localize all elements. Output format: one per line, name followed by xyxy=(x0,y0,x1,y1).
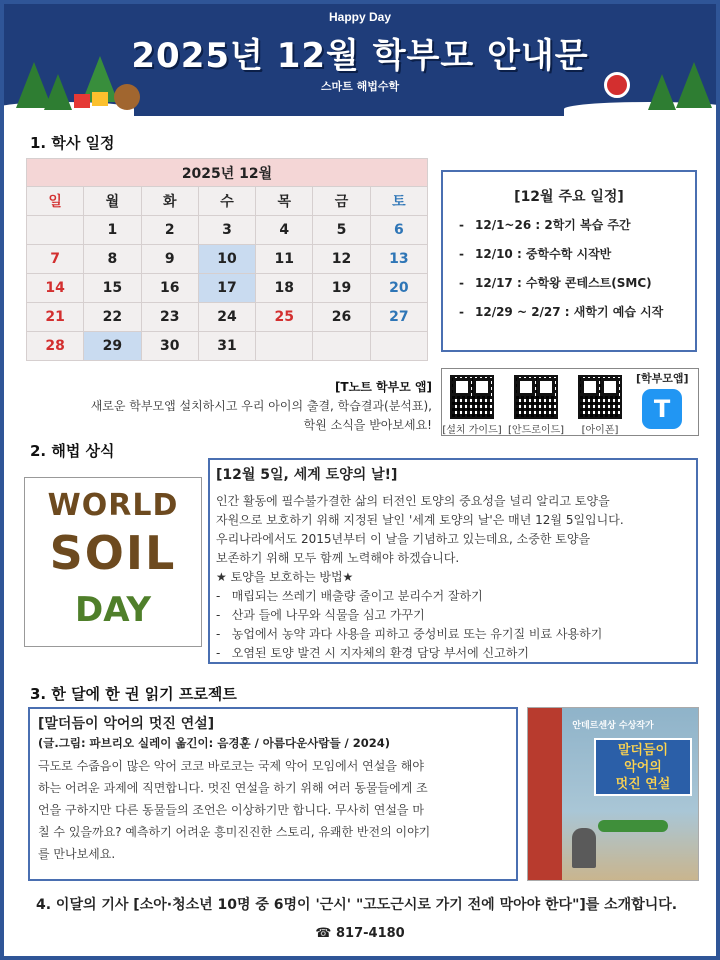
curtain xyxy=(528,708,562,880)
calendar-day: 19 xyxy=(313,274,370,303)
tnote-app-icon[interactable]: T xyxy=(642,389,682,429)
gift-icon xyxy=(74,94,90,108)
calendar-day: 6 xyxy=(370,216,427,245)
soil-word: DAY xyxy=(75,590,151,630)
calendar-day: 2 xyxy=(141,216,198,245)
gift-icon xyxy=(92,92,108,106)
app-line: 학원 소식을 받아보세요! xyxy=(303,418,432,432)
method-item: - 매립되는 쓰레기 배출량 줄이고 분리수거 잘하기 xyxy=(216,589,483,603)
brand-logo: 스마트 해법수학 xyxy=(320,80,400,93)
calendar-day: 20 xyxy=(370,274,427,303)
calendar-day: 13 xyxy=(370,245,427,274)
weekday-label: 수 xyxy=(198,187,255,216)
method-item: - 오염된 토양 발견 시 지자체의 환경 담당 부서에 신고하기 xyxy=(216,646,529,660)
section-heading: 2. 해법 상식 xyxy=(30,442,115,460)
calendar-week xyxy=(27,245,428,274)
calendar-day: 7 xyxy=(27,245,84,274)
page-title: 2025년 12월 학부모 안내문 xyxy=(131,36,589,76)
schedule-item: - 12/29 ~ 2/27 : 새학기 예습 시작 xyxy=(459,305,664,319)
qr-label: [설치 가이드] xyxy=(442,425,502,436)
book-title: [말더듬이 악어의 멋진 연설] xyxy=(38,716,215,732)
calendar-day: 23 xyxy=(141,303,198,332)
article-intro: 4. 이달의 기사 [소아·청소년 10명 중 6명이 '근시' "고도근시로 가기 전에 막아야 한다"]를 소개합니다. xyxy=(36,897,678,913)
world-soil-day-image xyxy=(24,477,202,647)
calendar-week xyxy=(27,274,428,303)
cover-title: 말더듬이 악어의 멋진 연설 xyxy=(615,743,671,792)
qr-code-icon[interactable] xyxy=(578,375,622,419)
section-heading: 1. 학사 일정 xyxy=(30,134,115,152)
app-download-box xyxy=(441,368,699,436)
method-item: - 농업에서 농약 과다 사용을 피하고 중성비료 또는 유기질 비료 사용하기 xyxy=(216,627,603,641)
qr-label: [안드로이드] xyxy=(507,425,565,436)
calendar-day: 11 xyxy=(256,245,313,274)
app-description xyxy=(91,378,432,435)
calendar-day: 18 xyxy=(256,274,313,303)
method-item: - 산과 들에 나무와 식물을 심고 가꾸기 xyxy=(216,608,425,622)
calendar-day: 1 xyxy=(84,216,141,245)
calendar xyxy=(26,158,428,361)
schedule-item: - 12/1~26 : 2학기 복습 주간 xyxy=(459,218,631,232)
qr-code-icon[interactable] xyxy=(514,375,558,419)
qr-code-icon[interactable] xyxy=(450,375,494,419)
app-box-title: [학부모앱] xyxy=(636,372,689,385)
calendar-day: 12 xyxy=(313,245,370,274)
cover-series: 안데르센상 수상작가 xyxy=(572,721,654,731)
schedule-title: [12월 주요 일정] xyxy=(514,189,624,205)
calendar-day xyxy=(27,216,84,245)
calendar-day: 8 xyxy=(84,245,141,274)
crocodile-icon xyxy=(598,820,668,832)
calendar-day: 10 xyxy=(198,245,255,274)
soil-word: WORLD xyxy=(47,488,179,523)
schedule-item: - 12/17 : 수학왕 콘테스트(SMC) xyxy=(459,276,652,290)
calendar-day: 5 xyxy=(313,216,370,245)
app-line: 새로운 학부모앱 설치하시고 우리 아이의 출결, 학습결과(분석표), xyxy=(90,399,432,413)
calendar-day: 15 xyxy=(84,274,141,303)
calendar-day: 14 xyxy=(27,274,84,303)
weekday-label: 토 xyxy=(370,187,427,216)
calendar-day: 22 xyxy=(84,303,141,332)
weekday-label: 일 xyxy=(27,187,84,216)
schedule-box xyxy=(441,170,697,352)
calendar-day: 25 xyxy=(256,303,313,332)
calendar-day: 27 xyxy=(370,303,427,332)
calendar-day: 9 xyxy=(141,245,198,274)
calendar-day xyxy=(313,332,370,361)
book-credits: (글.그림: 파브리오 실레이 옮긴이: 음경훈 / 아름다운사람들 / 2024) xyxy=(38,736,391,750)
calendar-day: 29 xyxy=(84,332,141,361)
calendar-weekdays xyxy=(27,187,428,216)
weekday-label: 목 xyxy=(256,187,313,216)
soil-title: [12월 5일, 세계 토양의 날!] xyxy=(216,467,398,483)
calendar-day: 28 xyxy=(27,332,84,361)
weekday-label: 금 xyxy=(313,187,370,216)
header-tag: Happy Day xyxy=(328,10,392,24)
methods-title: ★ 토양을 보호하는 방법★ xyxy=(216,570,354,584)
weekday-label: 월 xyxy=(84,187,141,216)
calendar-day: 3 xyxy=(198,216,255,245)
calendar-day: 24 xyxy=(198,303,255,332)
calendar-day: 17 xyxy=(198,274,255,303)
calendar-week xyxy=(27,303,428,332)
book-description: 극도로 수줍음이 많은 악어 코코 바로코는 국제 악어 모임에서 연설을 해야 하는 어려운 과제에 직면합니다. 멋진 연설을 하기 위해 여러 동물들에게 조 언을 구하지만 다른 동물들의 조언은 이상하기만 합니다. 무사히 연설을 마 칠 수 있을까요? 예측하기 어려운 흥미진진한 스토리, 유쾌한 반전의 이야기 를 만나보세요. xyxy=(38,759,431,861)
calendar-day: 26 xyxy=(313,303,370,332)
calendar-day xyxy=(370,332,427,361)
calendar-week xyxy=(27,332,428,361)
character-icon xyxy=(572,828,596,868)
book-box xyxy=(28,707,518,881)
soil-paragraph: 인간 활동에 필수불가결한 삶의 터전인 토양의 중요성을 널리 알리고 토양을 자원으로 보호하기 위해 지정된 날인 '세계 토양의 날'은 매년 12월 5일입니다. 우리나라에서도 2015년부터 이 날을 기념하고 있는데요, 소중한 토양을 보존하기 위해 모두 함께 노력해야 하겠습니다. xyxy=(216,494,624,565)
phone-number: ☎ 817-4180 xyxy=(315,926,405,941)
book-cover-image xyxy=(527,707,699,881)
calendar-day: 4 xyxy=(256,216,313,245)
app-title: [T노트 학부모 앱] xyxy=(334,380,432,394)
weekday-label: 화 xyxy=(141,187,198,216)
calendar-day: 21 xyxy=(27,303,84,332)
qr-label: [아이폰] xyxy=(581,425,619,436)
section-heading: 3. 한 달에 한 권 읽기 프로젝트 xyxy=(30,685,237,703)
soil-word: SOIL xyxy=(49,526,177,580)
calendar-week xyxy=(27,216,428,245)
schedule-item: - 12/10 : 중학수학 시작반 xyxy=(459,247,612,261)
soil-article-box xyxy=(208,458,698,664)
calendar-day: 31 xyxy=(198,332,255,361)
calendar-day: 16 xyxy=(141,274,198,303)
header-banner xyxy=(4,4,716,116)
calendar-day: 30 xyxy=(141,332,198,361)
calendar-day xyxy=(256,332,313,361)
calendar-month-title: 2025년 12월 xyxy=(27,159,428,187)
